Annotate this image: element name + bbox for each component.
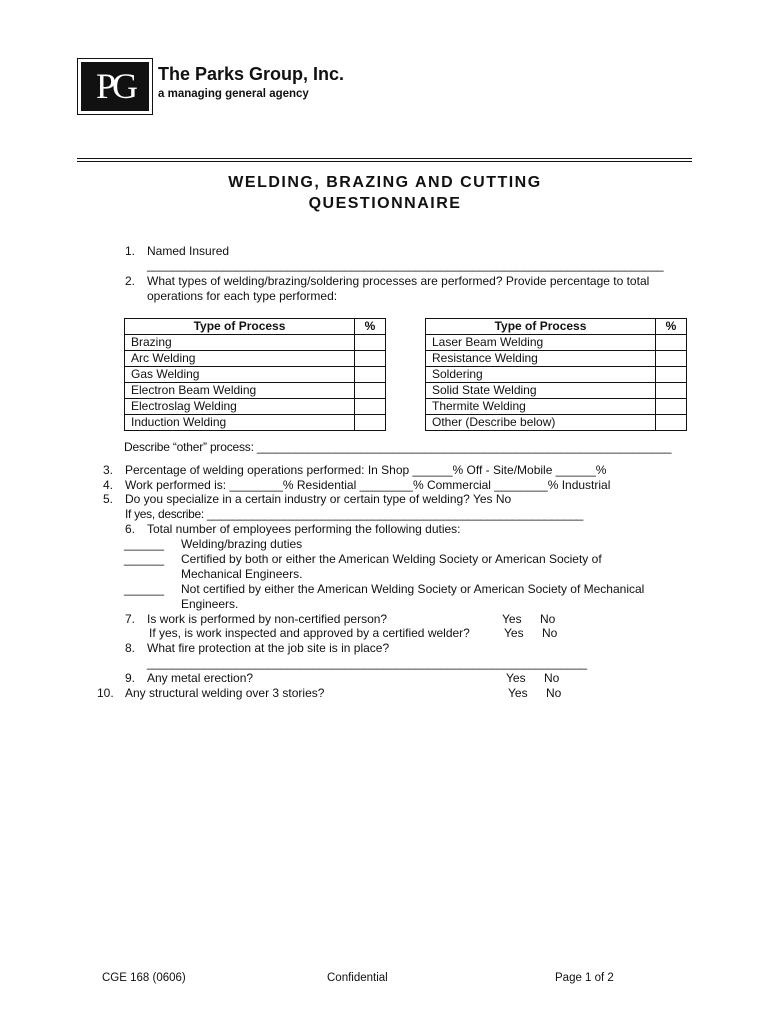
percent-cell[interactable]: [656, 367, 687, 383]
table-row: [426, 367, 687, 383]
q6-b-label-line1: Certified by both or either the American Welding Society or American Society of: [181, 552, 602, 566]
process-name: Electroslag Welding: [125, 399, 355, 415]
q9-yes-option[interactable]: Yes: [506, 671, 526, 685]
q6-b-blank[interactable]: ______: [124, 552, 165, 566]
table-row: [426, 415, 687, 431]
q8-answer-line[interactable]: _____________________________________________________________________: [147, 656, 587, 670]
process-table-right: [425, 318, 687, 431]
percent-cell[interactable]: [656, 399, 687, 415]
table-row: [125, 383, 386, 399]
table-row: [125, 335, 386, 351]
percent-cell[interactable]: [656, 383, 687, 399]
q5-label: Do you specialize in a certain industry or certain type of welding? Yes No: [125, 492, 512, 506]
q4-number: 4.: [103, 478, 114, 492]
table-header-type: Type of Process: [426, 319, 656, 335]
company-logo: [77, 58, 153, 115]
q10-label: Any structural welding over 3 stories?: [125, 686, 325, 700]
percent-cell[interactable]: [355, 415, 386, 431]
table-row: [125, 415, 386, 431]
q5-number: 5.: [103, 492, 114, 506]
q7-number: 7.: [125, 612, 136, 626]
table-row: [426, 383, 687, 399]
table-header-pct: %: [355, 319, 386, 335]
q7-sub-yes-option[interactable]: Yes: [504, 626, 524, 640]
q2-number: 2.: [125, 274, 136, 288]
q6-c-label-line1: Not certified by either the American Welding Society or American Society of Mechanical: [181, 582, 645, 596]
process-name: Arc Welding: [125, 351, 355, 367]
page-number: Page 1 of 2: [555, 972, 614, 984]
confidential-label: Confidential: [327, 972, 388, 984]
table-header-type: Type of Process: [125, 319, 355, 335]
process-name: Electron Beam Welding: [125, 383, 355, 399]
q7-yes-option[interactable]: Yes: [502, 612, 522, 626]
q9-label: Any metal erection?: [147, 671, 254, 685]
q8-number: 8.: [125, 641, 136, 655]
table-header-pct: %: [656, 319, 687, 335]
percent-cell[interactable]: [656, 351, 687, 367]
q1-label: Named Insured: [147, 244, 230, 258]
q8-label: What fire protection at the job site is in place?: [147, 641, 390, 655]
q2-label-line1: What types of welding/brazing/soldering processes are performed? Provide percentage to total: [147, 274, 650, 288]
form-code: CGE 168 (0606): [102, 972, 186, 984]
process-name: Other (Describe below): [426, 415, 656, 431]
q7-no-option[interactable]: No: [540, 612, 556, 626]
process-name: Thermite Welding: [426, 399, 656, 415]
process-table-left: [124, 318, 386, 431]
q10-number: 10.: [97, 686, 114, 700]
q10-yes-option[interactable]: Yes: [508, 686, 528, 700]
q3-label: Percentage of welding operations performed: In Shop ______% Off - Site/Mobile ______%: [125, 463, 607, 477]
process-name: Resistance Welding: [426, 351, 656, 367]
page-title-line2: QUESTIONNAIRE: [308, 195, 462, 212]
table-row: [125, 367, 386, 383]
describe-other-field[interactable]: Describe “other” process: ________________________________________________________________: [124, 440, 672, 454]
process-name: Induction Welding: [125, 415, 355, 431]
process-name: Laser Beam Welding: [426, 335, 656, 351]
q6-b-label-line2: Mechanical Engineers.: [181, 567, 303, 581]
percent-cell[interactable]: [656, 335, 687, 351]
q1-number: 1.: [125, 244, 136, 258]
company-name: The Parks Group, Inc.: [158, 64, 345, 84]
table-row: [426, 351, 687, 367]
q7-sub-no-option[interactable]: No: [542, 626, 558, 640]
header-rule-bottom: [77, 161, 692, 162]
logo-letters: PG: [95, 66, 135, 106]
q6-c-blank[interactable]: ______: [124, 582, 165, 596]
page-title-line1: WELDING, BRAZING AND CUTTING: [228, 174, 542, 191]
q1-answer-line[interactable]: _________________________________________________________________________________: [147, 258, 664, 272]
header-rule-top: [77, 158, 692, 159]
percent-cell[interactable]: [355, 367, 386, 383]
percent-cell[interactable]: [355, 399, 386, 415]
q4-label: Work performed is: ________% Residential ________% Commercial ________% Industrial: [125, 478, 611, 492]
q6-a-label: Welding/brazing duties: [181, 537, 303, 551]
percent-cell[interactable]: [355, 335, 386, 351]
process-name: Solid State Welding: [426, 383, 656, 399]
process-name: Brazing: [125, 335, 355, 351]
q5-describe-field[interactable]: If yes, describe: ___________________________________________________________: [125, 507, 584, 521]
q6-number: 6.: [125, 522, 136, 536]
process-name: Soldering: [426, 367, 656, 383]
q2-label-line2: operations for each type performed:: [147, 289, 338, 303]
table-row: [426, 399, 687, 415]
percent-cell[interactable]: [656, 415, 687, 431]
q9-no-option[interactable]: No: [544, 671, 560, 685]
q6-c-label-line2: Engineers.: [181, 597, 239, 611]
table-row: [125, 399, 386, 415]
q6-label: Total number of employees performing the following duties:: [147, 522, 461, 536]
table-row: [125, 351, 386, 367]
process-name: Gas Welding: [125, 367, 355, 383]
q7-label: Is work is performed by non-certified person?: [147, 612, 388, 626]
company-tagline: a managing general agency: [158, 88, 309, 100]
q10-no-option[interactable]: No: [546, 686, 562, 700]
q3-number: 3.: [103, 463, 114, 477]
percent-cell[interactable]: [355, 383, 386, 399]
percent-cell[interactable]: [355, 351, 386, 367]
table-row: [426, 335, 687, 351]
q7-sub-label: If yes, is work inspected and approved by a certified welder?: [149, 626, 470, 640]
q9-number: 9.: [125, 671, 136, 685]
q6-a-blank[interactable]: ______: [124, 537, 165, 551]
